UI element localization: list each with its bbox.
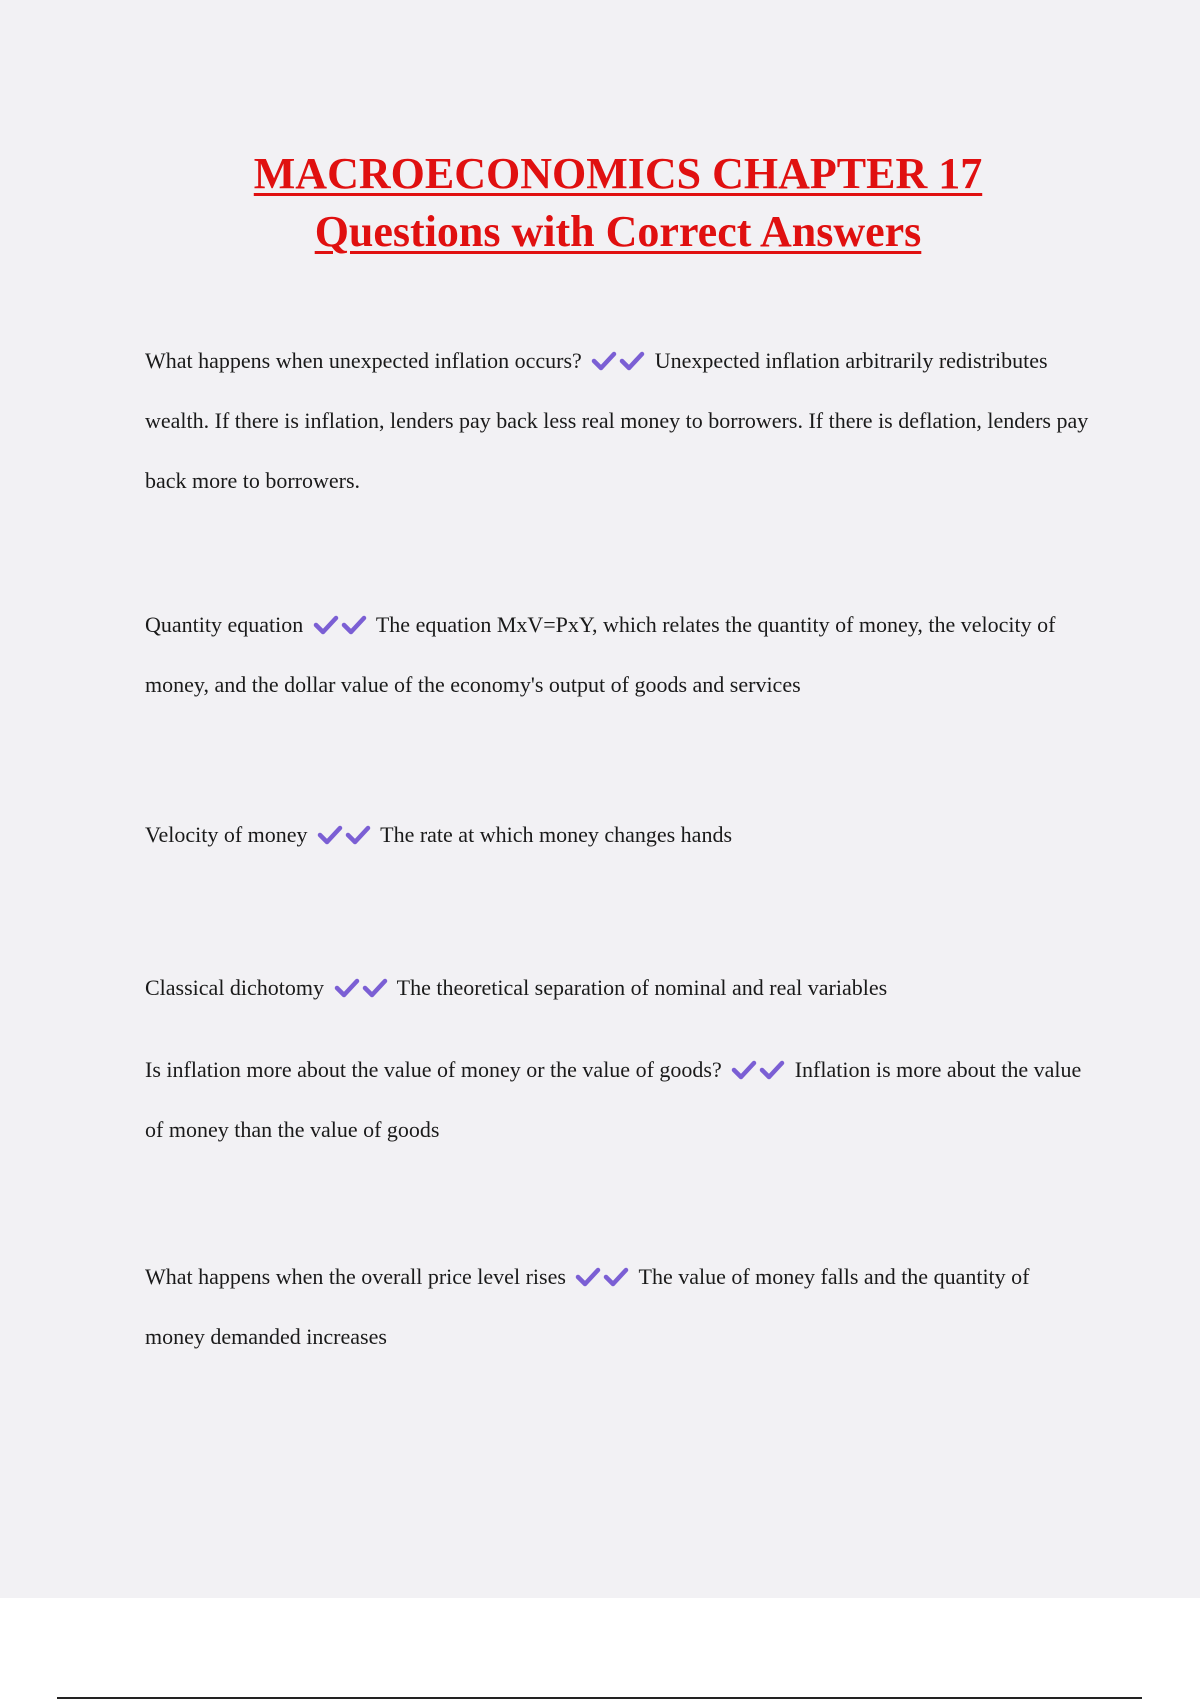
title-line-1: MACROECONOMICS CHAPTER 17 [253, 149, 983, 198]
qa-item [145, 331, 1090, 511]
answer-text: Inflation is more about the value of money than the value of goods [145, 1057, 1082, 1142]
question-text: What happens when unexpected inflation occurs? [145, 348, 582, 373]
qa-item [145, 1247, 1090, 1367]
check-icon [341, 615, 367, 635]
qa-item [145, 958, 1090, 1018]
check-icon [575, 1267, 601, 1287]
qa-item [145, 805, 1090, 865]
qa-item [145, 595, 1090, 715]
page-divider [57, 1697, 1142, 1699]
check-icon [591, 351, 617, 371]
qa-item [145, 1040, 1090, 1160]
check-icon [313, 615, 339, 635]
question-text: Quantity equation [145, 612, 304, 637]
check-icon [334, 978, 360, 998]
check-icon [362, 978, 388, 998]
answer-text: The theoretical separation of nominal and real variables [396, 975, 888, 1000]
check-icon [759, 1060, 785, 1080]
title-line-2: Questions with Correct Answers [314, 207, 922, 256]
check-icon [317, 825, 343, 845]
answer-text: The rate at which money changes hands [380, 822, 733, 847]
check-icon [603, 1267, 629, 1287]
answer-text: The equation MxV=PxY, which relates the quantity of money, the velocity of money, and the dollar value of the economy's output of goods and services [145, 612, 1056, 697]
check-icon [731, 1060, 757, 1080]
question-text: Velocity of money [145, 822, 308, 847]
check-icon [619, 351, 645, 371]
answer-text: Unexpected inflation arbitrarily redistributes wealth. If there is inflation, lenders pay back less real money to borrowers. If there is deflation, lenders pay back more to borrowers. [145, 348, 1089, 493]
answer-text: The value of money falls and the quantity of money demanded increases [145, 1264, 1030, 1349]
question-text: What happens when the overall price level rises [145, 1264, 566, 1289]
check-icon [345, 825, 371, 845]
document-title [0, 145, 1200, 261]
question-text: Classical dichotomy [145, 975, 325, 1000]
question-text: Is inflation more about the value of money or the value of goods? [145, 1057, 722, 1082]
